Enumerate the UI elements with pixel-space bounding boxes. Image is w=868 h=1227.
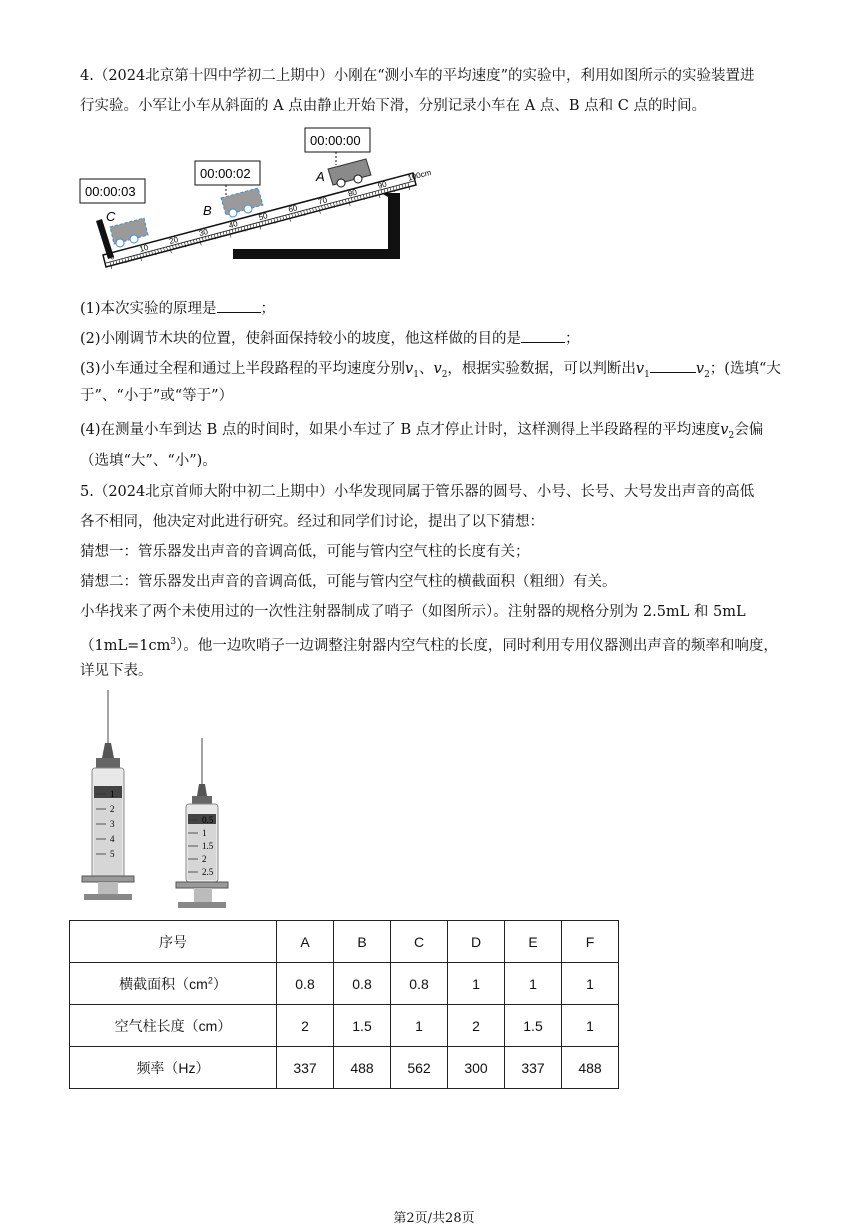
syringes-figure xyxy=(78,688,228,916)
col-header: F xyxy=(562,921,619,963)
table-header-row xyxy=(70,921,619,963)
q5-stem-line6 xyxy=(80,632,778,656)
table-cell: 337 xyxy=(505,1047,562,1089)
page-footer: 第2页/共28页 xyxy=(393,1211,475,1226)
var-v: v xyxy=(433,361,442,377)
timer-c xyxy=(80,179,145,203)
ruler-label: 100cm xyxy=(406,167,433,183)
syringe-mark: 2 xyxy=(202,854,207,864)
syringe-mark: 5 xyxy=(110,849,115,859)
q4-sub4-line2: （选填“大”、“小”)。 xyxy=(80,453,217,469)
ruler-label: 20 xyxy=(168,234,180,246)
ruler-label: 60 xyxy=(287,203,299,215)
table-cell: 0.8 xyxy=(391,963,448,1005)
subscript-1: 1 xyxy=(644,369,650,380)
ruler-label: 70 xyxy=(317,195,329,207)
table-row-area xyxy=(70,963,619,1005)
table-cell: 300 xyxy=(448,1047,505,1089)
q4-sub3-answer-blank[interactable] xyxy=(650,358,696,373)
syringe-mark: 1 xyxy=(110,789,115,799)
table-cell: 2 xyxy=(448,1005,505,1047)
col-header: E xyxy=(505,921,562,963)
q4-sub3 xyxy=(80,358,781,385)
q4-sub3-mid: ，根据实验数据，可以判断出 xyxy=(447,361,636,377)
subscript-2: 2 xyxy=(728,430,735,441)
subscript-2: 2 xyxy=(441,369,448,380)
table-cell: 1.5 xyxy=(505,1005,562,1047)
syringe-mark: 1 xyxy=(202,828,207,838)
q4-sub2-answer-blank[interactable] xyxy=(521,328,565,343)
timer-a xyxy=(305,128,370,165)
q4-sub4-text: (4)在测量小车到达 B 点的时间时，如果小车过了 B 点才停止计时，这样测得上半段路程的平均速度 xyxy=(80,422,721,438)
subscript-1: 1 xyxy=(413,369,419,380)
var-v: v xyxy=(695,361,705,377)
q5-stem-line2: 各不相同，他决定对此进行研究。经过和同学们讨论，提出了以下猜想： xyxy=(80,514,544,530)
var-v: v xyxy=(405,361,414,377)
table-cell: 1 xyxy=(448,963,505,1005)
q5-stem-line5: 小华找来了两个未使用过的一次性注射器制成了哨子（如图所示）。注射器的规格分别为 2.5mL 和 5mL xyxy=(80,604,746,620)
q4-sub1-answer-blank[interactable] xyxy=(217,298,261,313)
table-cell: 1 xyxy=(391,1005,448,1047)
var-v: v xyxy=(720,422,729,438)
q4-stem-line1: 4.（2024北京第十四中学初二上期中）小刚在“测小车的平均速度”的实验中，利用如图所示的实验装置进 xyxy=(80,68,755,84)
label-b: B xyxy=(203,203,212,218)
car-at-c xyxy=(110,218,148,247)
ruler-label: 50 xyxy=(257,211,269,223)
col-header: A xyxy=(277,921,334,963)
syringe-mark: 3 xyxy=(110,819,115,829)
ruler-label: 80 xyxy=(347,187,358,199)
syringe-small xyxy=(176,738,228,908)
q4-sub3-line2: 于”、“小于”或“等于”） xyxy=(80,388,234,404)
subscript-2: 2 xyxy=(704,369,710,380)
superscript-2: 2 xyxy=(207,974,213,985)
col-header: B xyxy=(334,921,391,963)
separator: 、 xyxy=(418,361,434,377)
end-stop xyxy=(96,219,114,259)
table-cell: 2 xyxy=(277,1005,334,1047)
table-cell: 562 xyxy=(391,1047,448,1089)
timer-c-text: 00:00:03 xyxy=(85,184,136,199)
q5-stem-line1: 5.（2024北京首师大附中初二上期中）小华发现同属于管乐器的圆号、小号、长号、大号发出声音的高低 xyxy=(80,484,755,500)
var-v: v xyxy=(635,361,645,377)
row-label-text: 横截面积（cm xyxy=(119,975,208,992)
q5-line6-text: （1mL=1cm xyxy=(80,637,171,654)
table-cell: 1 xyxy=(562,963,619,1005)
timer-b-text: 00:00:02 xyxy=(200,166,251,181)
q5-line6-rest: ）。他一边吹哨子一边调整注射器内空气柱的长度，同时利用专用仪器测出声音的频率和响度， xyxy=(176,637,778,654)
row-label-length: 空气柱长度（cm） xyxy=(70,1005,277,1047)
ruler-label: 30 xyxy=(198,227,209,239)
syringe-mark: 4 xyxy=(110,834,115,844)
q4-sub2 xyxy=(80,328,580,349)
table-row-frequency xyxy=(70,1047,619,1089)
q4-sub1-end: ； xyxy=(260,301,276,317)
q4-sub3-text: (3)小车通过全程和通过上半段路程的平均速度分别 xyxy=(80,361,406,377)
row-label-end: ） xyxy=(212,975,227,992)
table-cell: 1 xyxy=(562,1005,619,1047)
syringe-mark: 2.5 xyxy=(202,867,214,877)
q5-hypothesis-1: 猜想一：管乐器发出声音的音调高低，可能与管内空气柱的长度有关； xyxy=(80,544,530,560)
table-header-label: 序号 xyxy=(70,921,277,963)
car-at-b xyxy=(221,188,263,217)
q5-stem-line7: 详见下表。 xyxy=(80,663,153,679)
q4-sub2-end: ； xyxy=(565,331,580,347)
q4-sub1 xyxy=(80,298,275,319)
row-label-frequency: 频率（Hz） xyxy=(70,1047,277,1089)
table-cell: 1.5 xyxy=(334,1005,391,1047)
syringe-mark: 0.5 xyxy=(202,815,214,825)
syringe-mark: 2 xyxy=(110,804,115,814)
col-header: C xyxy=(391,921,448,963)
row-label-area xyxy=(70,963,277,1005)
q5-hypothesis-2: 猜想二：管乐器发出声音的音调高低，可能与管内空气柱的横截面积（粗细）有关。 xyxy=(80,574,617,590)
ruler-label: 40 xyxy=(227,219,239,231)
table-cell: 488 xyxy=(562,1047,619,1089)
q4-sub3-end: ；(选填“大 xyxy=(709,361,781,377)
q4-sub4 xyxy=(80,420,763,446)
label-a: A xyxy=(316,169,325,184)
ruler-label: 10 xyxy=(138,242,150,254)
syringe-mark: 1.5 xyxy=(202,841,214,851)
q4-sub4-end: 会偏 xyxy=(734,422,764,438)
label-c: C xyxy=(106,209,116,224)
table-cell: 337 xyxy=(277,1047,334,1089)
q4-sub1-text: (1)本次实验的原理是 xyxy=(80,301,217,317)
table-cell: 1 xyxy=(505,963,562,1005)
superscript-3: 3 xyxy=(170,637,177,647)
col-header: D xyxy=(448,921,505,963)
syringe-large xyxy=(82,690,134,900)
table-cell: 0.8 xyxy=(334,963,391,1005)
table-cell: 488 xyxy=(334,1047,391,1089)
frequency-table xyxy=(69,920,619,1089)
q4-stem-line2: 行实验。小军让小车从斜面的 A 点由静止开始下滑，分别记录小车在 A 点、B 点和 C 点的时间。 xyxy=(80,98,706,114)
table-cell: 0.8 xyxy=(277,963,334,1005)
car-at-a xyxy=(328,159,371,187)
q4-sub2-text: (2)小刚调节木块的位置，使斜面保持较小的坡度，他这样做的目的是 xyxy=(80,331,522,347)
incline-experiment-figure xyxy=(78,125,433,280)
timer-a-text: 00:00:00 xyxy=(310,133,361,148)
ruler-label: 90 xyxy=(376,179,388,191)
table-row-length xyxy=(70,1005,619,1047)
